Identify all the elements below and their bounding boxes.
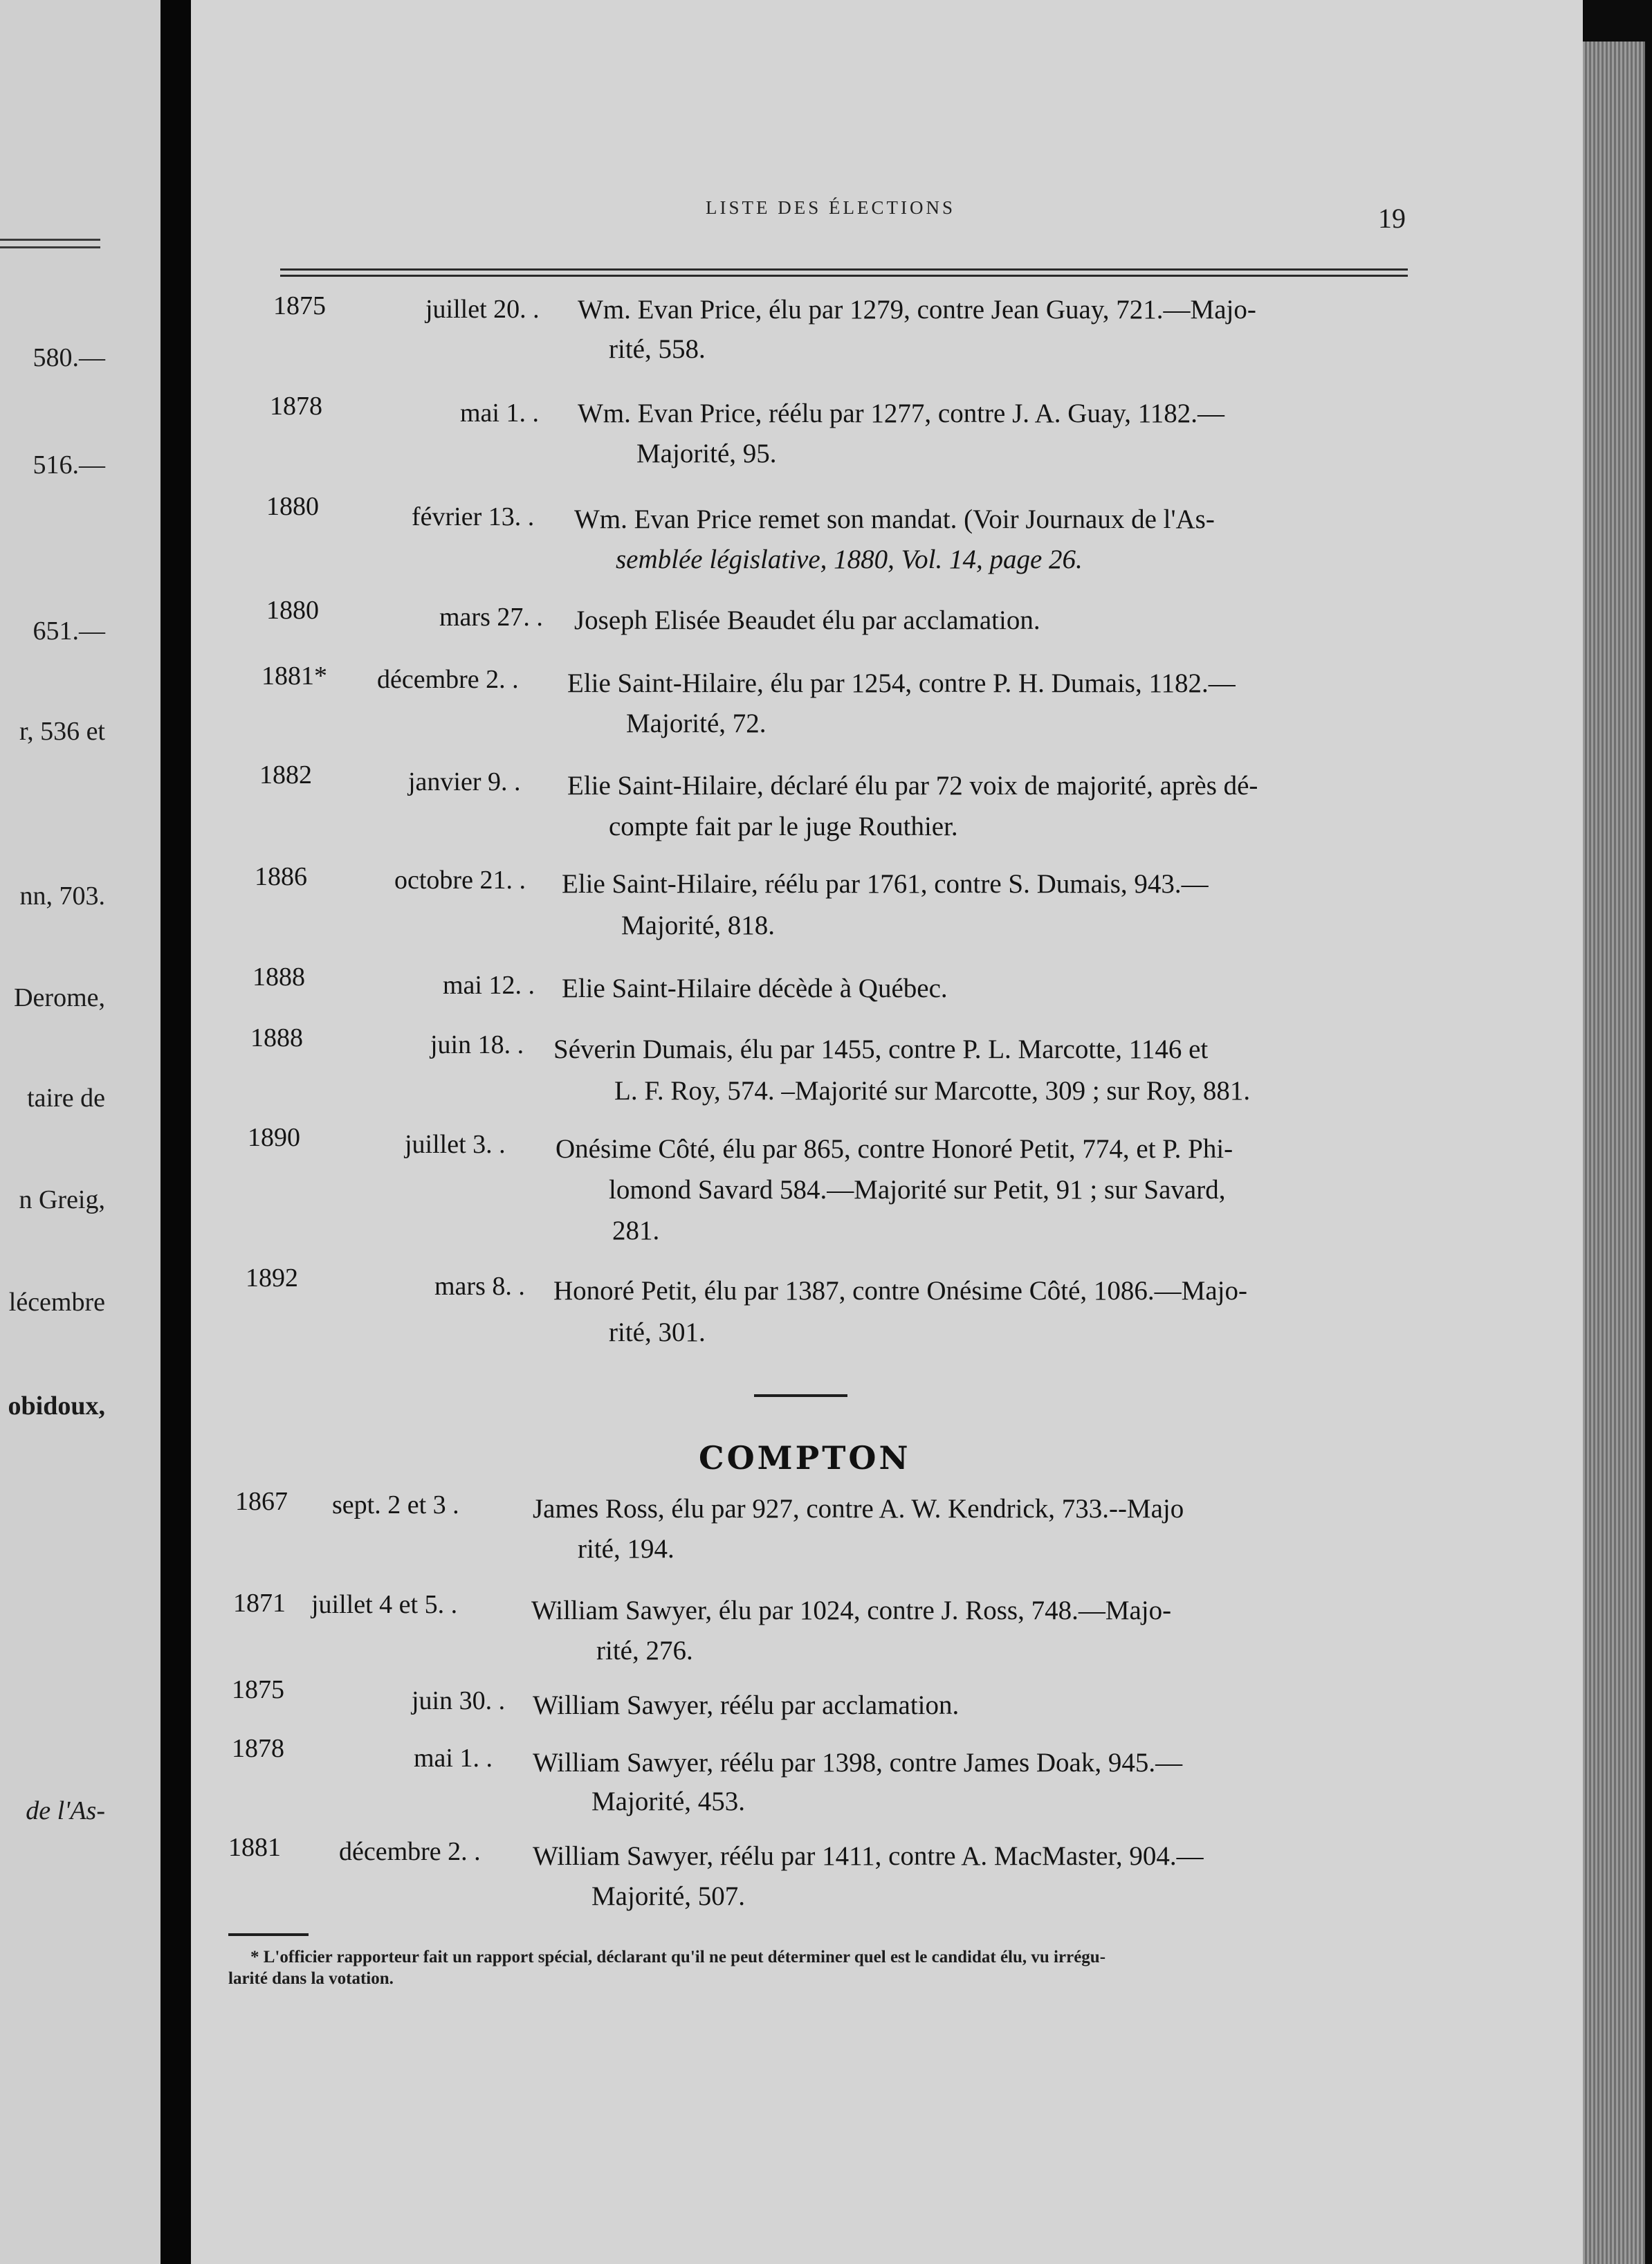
facing-page-line: Derome, <box>14 983 105 1012</box>
entry-date: juillet 4 et 5. . <box>311 1590 458 1619</box>
entry-year: 1880 <box>266 596 319 625</box>
entry-date: janvier 9. . <box>408 767 521 796</box>
facing-page-rule <box>0 239 100 241</box>
entry-text: Elie Saint-Hilaire, déclaré élu par 72 voix de majorité, après dé- <box>567 771 1258 801</box>
entry-date: mars 8. . <box>434 1272 525 1301</box>
election-entry <box>0 661 1652 744</box>
entry-date: février 13. . <box>412 502 535 531</box>
entry-text: William Sawyer, réélu par acclamation. <box>533 1690 960 1720</box>
facing-page-line: n Greig, <box>19 1185 105 1214</box>
entry-text: Elie Saint-Hilaire, réélu par 1761, contre S. Dumais, 943.— <box>562 869 1209 899</box>
election-entry <box>0 1023 1652 1106</box>
entry-text: 281. <box>612 1216 660 1245</box>
entry-text: rité, 276. <box>596 1636 693 1665</box>
entry-year: 1875 <box>273 291 326 320</box>
election-entry <box>0 1263 1652 1346</box>
entry-text: Wm. Evan Price remet son mandat. (Voir Journaux de l'As- <box>574 504 1215 534</box>
entry-year: 1882 <box>259 760 312 789</box>
entry-text: compte fait par le juge Routhier. <box>609 812 958 841</box>
election-entry <box>0 391 1652 474</box>
entry-text: William Sawyer, réélu par 1411, contre A. MacMaster, 904.— <box>533 1841 1204 1871</box>
entry-year: 1888 <box>250 1023 303 1052</box>
entry-date: juillet 3. . <box>405 1130 506 1159</box>
entry-text: Onésime Côté, élu par 865, contre Honoré Petit, 774, et P. Phi- <box>556 1134 1233 1164</box>
election-entry <box>0 861 1652 944</box>
header-rule <box>280 275 1408 277</box>
facing-page-rule <box>0 246 100 248</box>
entry-date: décembre 2. . <box>377 665 519 694</box>
entry-date: juin 18. . <box>430 1030 524 1059</box>
entry-date: juin 30. . <box>412 1686 506 1715</box>
entry-text: rité, 301. <box>609 1317 706 1347</box>
entry-year: 1878 <box>232 1734 284 1763</box>
entry-text: semblée législative, 1880, Vol. 14, page 26. <box>616 545 1083 574</box>
entry-year: 1871 <box>233 1589 286 1618</box>
election-entry <box>0 1832 1652 1915</box>
section-title: COMPTON <box>699 1439 911 1477</box>
entry-text: William Sawyer, élu par 1024, contre J. Ross, 748.—Majo- <box>531 1596 1172 1625</box>
entry-text: Majorité, 818. <box>621 911 775 940</box>
facing-page-line: lécembre <box>8 1288 105 1317</box>
entry-date: mai 1. . <box>460 399 539 428</box>
entry-year: 1881 <box>228 1833 281 1862</box>
facing-page-line: 516.— <box>33 450 105 480</box>
facing-page-line: taire de <box>27 1084 105 1113</box>
section-separator <box>754 1394 847 1397</box>
running-head: LISTE DES ÉLECTIONS <box>706 197 955 218</box>
entry-date: sept. 2 et 3 . <box>332 1490 459 1519</box>
entry-text: Majorité, 72. <box>626 709 767 738</box>
entry-year: 1867 <box>235 1487 288 1516</box>
entry-text: lomond Savard 584.—Majorité sur Petit, 91 ; sur Savard, <box>609 1175 1226 1205</box>
facing-page-line: 580.— <box>33 343 105 372</box>
footnote-rule <box>228 1933 309 1936</box>
entry-date: mai 12. . <box>443 971 535 1000</box>
entry-text: Honoré Petit, élu par 1387, contre Onésime Côté, 1086.—Majo- <box>553 1276 1247 1306</box>
entry-text: Séverin Dumais, élu par 1455, contre P. L. Marcotte, 1146 et <box>553 1034 1209 1064</box>
entry-date: mai 1. . <box>414 1744 493 1773</box>
entry-year: 1875 <box>232 1675 284 1704</box>
entry-year: 1878 <box>270 392 322 421</box>
entry-text: Wm. Evan Price, réélu par 1277, contre J. A. Guay, 1182.— <box>578 399 1225 428</box>
entry-year: 1890 <box>248 1123 300 1152</box>
footnote-line: * L'officier rapporteur fait un rapport spécial, déclarant qu'il ne peut déterminer quel est le candidat élu, vu irrégu- <box>250 1948 1106 1966</box>
page-number: 19 <box>1378 203 1406 234</box>
election-entry <box>0 291 1652 374</box>
entry-year: 1892 <box>246 1263 298 1293</box>
facing-page-line: de l'As- <box>26 1796 105 1825</box>
entry-text: James Ross, élu par 927, contre A. W. Kendrick, 733.--Majo <box>533 1494 1184 1524</box>
entry-text: William Sawyer, réélu par 1398, contre James Doak, 945.— <box>533 1748 1183 1778</box>
entry-text: Majorité, 95. <box>636 439 777 468</box>
header-rule <box>280 268 1408 271</box>
facing-page-line: r, 536 et <box>19 717 105 746</box>
election-entry <box>0 760 1652 843</box>
election-entry <box>0 491 1652 574</box>
entry-date: décembre 2. . <box>339 1837 481 1866</box>
entry-text: rité, 194. <box>578 1534 674 1564</box>
entry-year: 1881* <box>261 661 327 691</box>
entry-text: L. F. Roy, 574. –Majorité sur Marcotte, 309 ; sur Roy, 881. <box>614 1076 1251 1106</box>
entry-text: Majorité, 453. <box>591 1787 746 1816</box>
entry-text: Elie Saint-Hilaire décède à Québec. <box>562 974 948 1003</box>
entry-text: rité, 558. <box>609 334 706 364</box>
footnote-line: larité dans la votation. <box>228 1969 394 1988</box>
facing-page-line: obidoux, <box>8 1391 105 1421</box>
entry-date: mars 27. . <box>439 603 543 632</box>
entry-text: Joseph Elisée Beaudet élu par acclamation. <box>574 605 1040 635</box>
election-entry <box>0 1122 1652 1245</box>
facing-page-line: 651.— <box>33 617 105 646</box>
entry-year: 1886 <box>255 862 307 891</box>
election-entry <box>0 1588 1652 1671</box>
entry-date: juillet 20. . <box>425 295 540 324</box>
entry-year: 1880 <box>266 492 319 521</box>
entry-text: Majorité, 507. <box>591 1881 746 1911</box>
entry-date: octobre 21. . <box>394 866 526 895</box>
entry-text: Elie Saint-Hilaire, élu par 1254, contre P. H. Dumais, 1182.— <box>567 668 1236 698</box>
election-entry <box>0 1486 1652 1569</box>
facing-page-line: nn, 703. <box>19 882 105 911</box>
entry-text: Wm. Evan Price, élu par 1279, contre Jean Guay, 721.—Majo- <box>578 295 1256 325</box>
entry-year: 1888 <box>253 962 305 992</box>
election-entry <box>0 1733 1652 1816</box>
